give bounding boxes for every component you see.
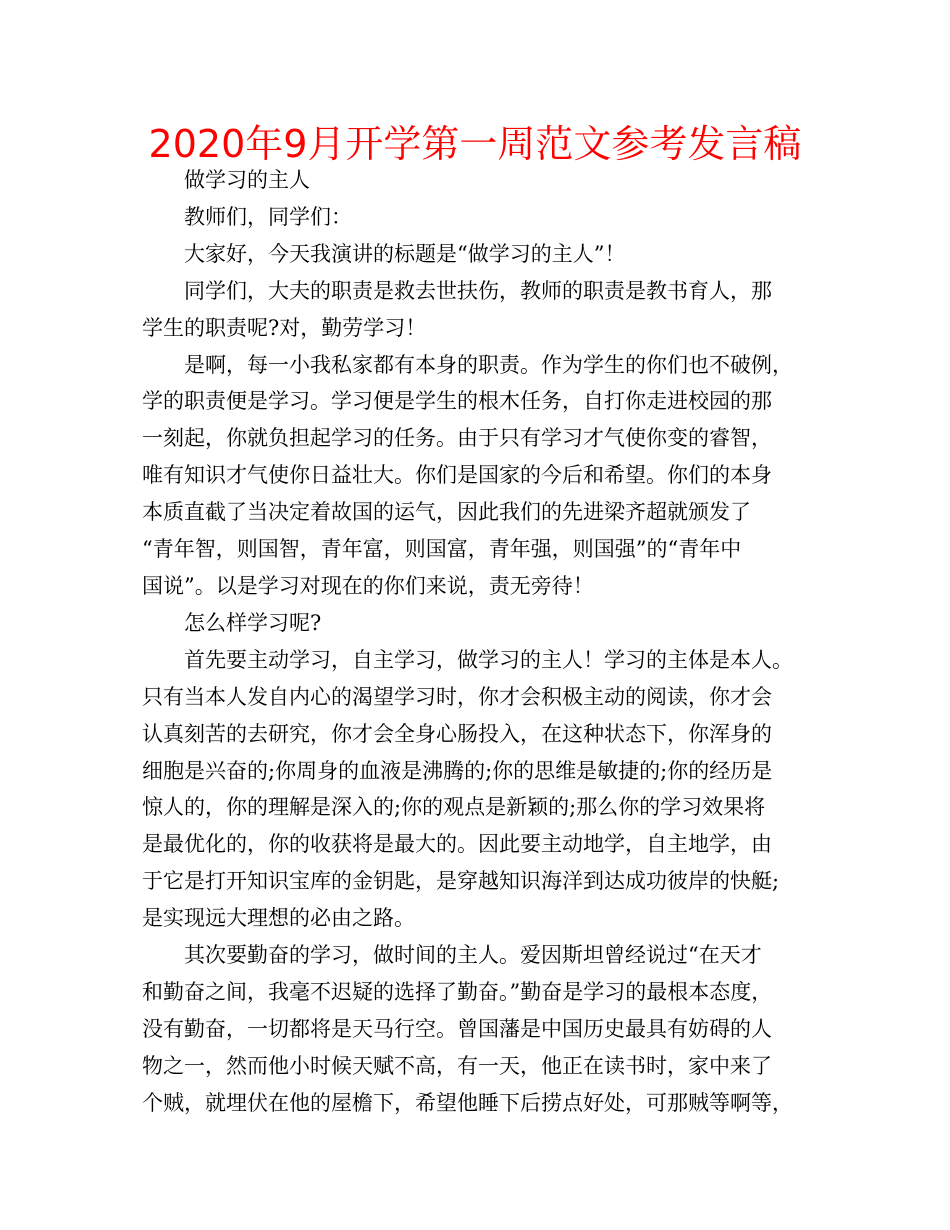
text-line: 是最优化的，你的收获将是最大的。因此要主动地学，自主地学，由 (142, 832, 772, 857)
paragraph (142, 273, 842, 347)
text-line: 和勤奋之间，我毫不迟疑的选择了勤奋。”勤奋是学习的最根本态度， (142, 979, 773, 1004)
text-line: 学的职责便是学习。学习便是学生的根木任务，自打你走进校园的那 (142, 389, 772, 414)
text-line: 大家好，今天我演讲的标题是“做学习的主人”！ (184, 241, 626, 266)
text-line: 物之一，然而他小时候天赋不高，有一天，他正在读书时，家中来了 (142, 1053, 772, 1078)
text-line: 于它是打开知识宝库的金钥匙，是穿越知识海洋到达成功彼岸的快艇; (142, 869, 780, 894)
document-body (142, 162, 842, 1122)
paragraph (142, 605, 842, 642)
text-line: 唯有知识才气使你日益壮大。你们是国家的今后和希望。你们的本身 (142, 463, 772, 488)
text-line: 是实现远大理想的必由之路。 (142, 906, 415, 931)
text-line: 首先要主动学习，自主学习，做学习的主人！学习的主体是本人。 (184, 647, 793, 672)
text-line: 细胞是兴奋的;你周身的血液是沸腾的;你的思维是敏捷的;你的经历是 (142, 758, 773, 783)
text-line: 其次要勤奋的学习，做时间的主人。爱因斯坦曾经说过“在天才 (184, 943, 762, 968)
text-line: 认真刻苦的去研究，你才会全身心肠投入，在这种状态下，你浑身的 (142, 721, 772, 746)
text-line: 做学习的主人 (184, 168, 310, 192)
paragraph (142, 347, 842, 605)
paragraph (142, 162, 842, 199)
document-title: 2020年9月开学第一周范文参考发言稿 (148, 122, 802, 166)
text-line: 只有当本人发自内心的渴望学习时，你才会积极主动的阅读，你才会 (142, 684, 772, 709)
text-line: 一刻起，你就负担起学习的任务。由于只有学习才气使你变的睿智， (142, 426, 772, 451)
text-line: 教师们，同学们： (184, 204, 352, 229)
text-line: 学生的职责呢?对，勤劳学习！ (142, 315, 427, 340)
text-line: 没有勤奋，一切都将是天马行空。曾国藩是中国历史最具有妨碍的人 (142, 1016, 772, 1041)
text-line: 本质直截了当决定着故国的运气，因此我们的先进梁齐超就颁发了 (142, 500, 751, 525)
text-line: 个贼，就埋伏在他的屋檐下，希望他睡下后捞点好处，可那贼等啊等， (142, 1090, 793, 1115)
paragraph (142, 642, 842, 937)
text-line: 国说”。以是学习对现在的你们来说，责无旁待！ (142, 573, 594, 598)
text-line: 同学们，大夫的职责是救去世扶伤，教师的职责是教书育人，那 (184, 278, 772, 303)
paragraph (142, 199, 842, 236)
text-line: 怎么样学习呢? (184, 610, 322, 635)
text-line: 惊人的，你的理解是深入的;你的观点是新颖的;那么你的学习效果将 (142, 795, 766, 820)
text-line: “青年智，则国智，青年富，则国富，青年强，则国强”的“青年中 (142, 537, 742, 562)
paragraph (142, 236, 842, 273)
text-line: 是啊，每一小我私家都有本身的职责。作为学生的你们也不破例， (184, 352, 793, 377)
paragraph (142, 937, 842, 1122)
